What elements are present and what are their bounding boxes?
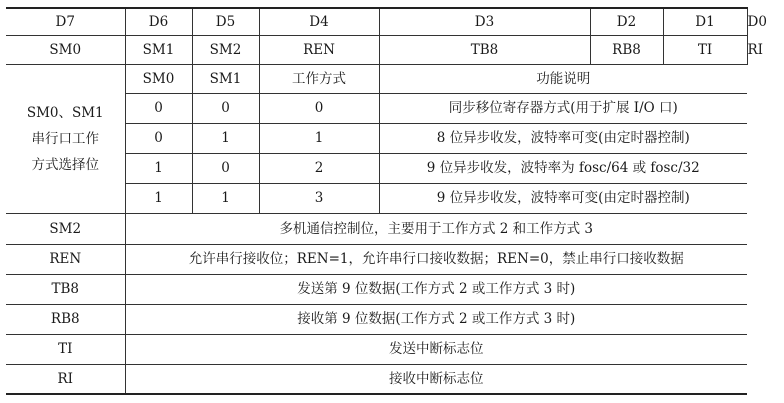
mode-label-line: SM0、SM1 <box>26 104 104 121</box>
bit-desc-name: TB8 <box>6 274 125 304</box>
bit-desc-row <box>6 244 747 274</box>
bit-name-row: SM0 SM1 SM2 REN TB8 RB8 TI RI <box>6 35 747 64</box>
bit-desc-row <box>6 304 747 334</box>
bit-position-cell: D7 <box>6 8 125 35</box>
mode-sm0: 1 <box>125 153 192 183</box>
mode-sm1: 1 <box>192 183 259 213</box>
mode-sm1: 1 <box>192 123 259 153</box>
mode-number: 3 <box>259 183 379 213</box>
bit-position-cell: D1 <box>663 8 747 35</box>
mode-sm0: 0 <box>125 93 192 123</box>
bit-desc-name: RI <box>6 364 125 394</box>
bit-desc-row <box>6 334 747 364</box>
scon-register-table <box>6 7 767 395</box>
bit-desc-name: REN <box>6 244 125 274</box>
mode-col-header: 工作方式 <box>259 64 379 93</box>
mode-sm0: 0 <box>125 123 192 153</box>
bit-position-cell: D6 <box>125 8 192 35</box>
mode-description: 9 位异步收发，波特率为 fosc/64 或 fosc/32 <box>379 153 747 183</box>
mode-sm1: 0 <box>192 93 259 123</box>
bit-desc-row <box>6 213 747 244</box>
bit-name-cell: REN <box>259 35 379 64</box>
mode-number: 2 <box>259 153 379 183</box>
mode-description: 同步移位寄存器方式(用于扩展 I/O 口) <box>379 93 747 123</box>
bit-desc-text: 多机通信控制位，主要用于工作方式 2 和工作方式 3 <box>125 213 747 244</box>
mode-label-line: 串行口工作 <box>31 130 99 147</box>
bit-desc-text: 接收第 9 位数据(工作方式 2 或工作方式 3 时) <box>125 304 747 334</box>
mode-header-row <box>6 64 747 93</box>
mode-col-header: SM1 <box>192 64 259 93</box>
mode-col-header: SM0 <box>125 64 192 93</box>
bit-position-cell: D5 <box>192 8 259 35</box>
bit-name-cell: RB8 <box>590 35 663 64</box>
bit-desc-name: SM2 <box>6 213 125 244</box>
bit-name-cell: SM1 <box>125 35 192 64</box>
bit-position-cell: D2 <box>590 8 663 35</box>
bit-desc-name: RB8 <box>6 304 125 334</box>
mode-number: 1 <box>259 123 379 153</box>
bit-name-cell: SM2 <box>192 35 259 64</box>
bit-position-cell: D4 <box>259 8 379 35</box>
bit-position-row: D7 D6 D5 D4 D3 D2 D1 D0 <box>6 8 747 35</box>
bit-name-cell: TI <box>663 35 747 64</box>
mode-description: 9 位异步收发，波特率可变(由定时器控制) <box>379 183 747 213</box>
bit-desc-text: 发送第 9 位数据(工作方式 2 或工作方式 3 时) <box>125 274 747 304</box>
mode-number: 0 <box>259 93 379 123</box>
bit-desc-row <box>6 274 747 304</box>
bit-name-cell: SM0 <box>6 35 125 64</box>
bit-desc-text: 允许串行接收位；REN=1，允许串行口接收数据；REN=0，禁止串行口接收数据 <box>125 244 747 274</box>
bit-name-cell: TB8 <box>379 35 590 64</box>
mode-label-line: 方式选择位 <box>31 156 99 173</box>
mode-description: 8 位异步收发，波特率可变(由定时器控制) <box>379 123 747 153</box>
bit-desc-text: 接收中断标志位 <box>125 364 747 394</box>
mode-sm0: 1 <box>125 183 192 213</box>
bit-desc-row <box>6 364 747 394</box>
mode-sm1: 0 <box>192 153 259 183</box>
bit-desc-text: 发送中断标志位 <box>125 334 747 364</box>
bit-position-cell: D3 <box>379 8 590 35</box>
mode-select-label <box>6 64 125 213</box>
mode-col-header: 功能说明 <box>379 64 747 93</box>
bit-desc-name: TI <box>6 334 125 364</box>
